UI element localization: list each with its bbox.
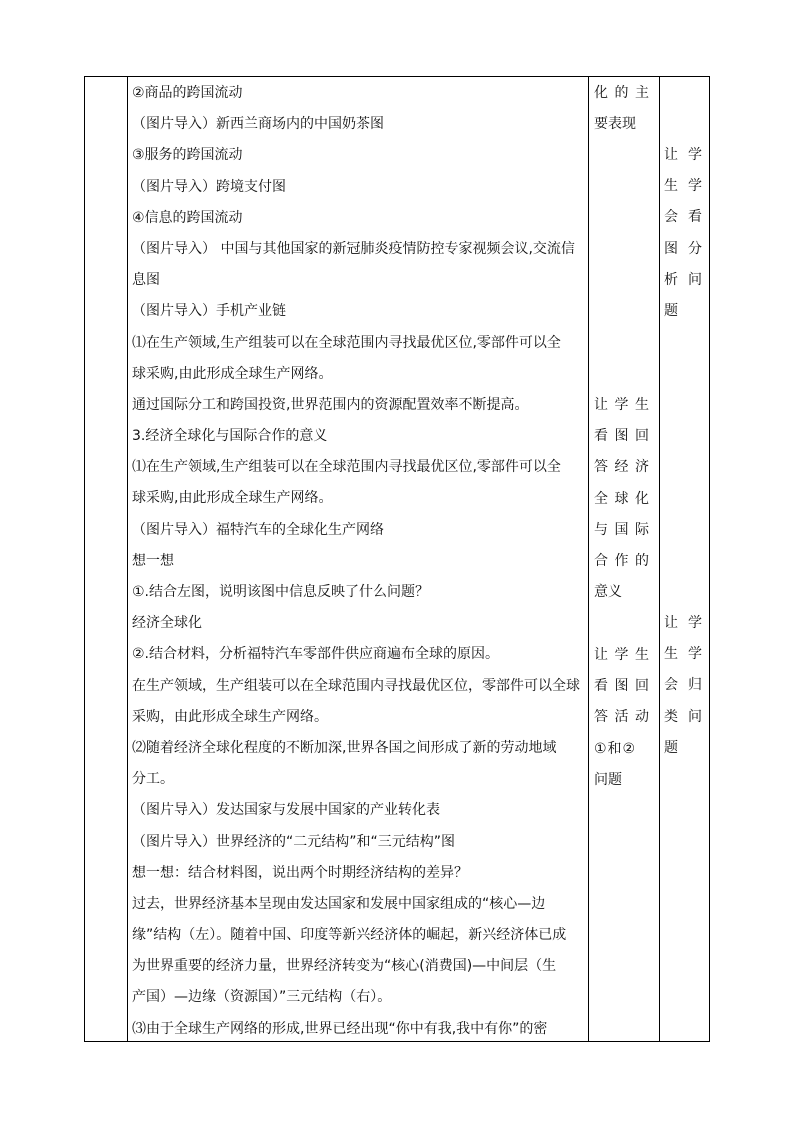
content-line: ⑵随着经济全球化程度的不断加深,世界各国之间形成了新的劳动地域: [132, 739, 557, 756]
intent-line: 题: [664, 739, 678, 756]
column-divider: [127, 77, 128, 1041]
content-line: 缘”结构（左）。随着中国、印度等新兴经济体的崛起，新兴经济体已成: [132, 927, 567, 944]
column-divider: [659, 77, 660, 1041]
intent-line: 图 分: [664, 240, 702, 257]
intent-line: 会 归: [664, 677, 702, 694]
content-line: ③服务的跨国流动: [132, 147, 243, 164]
answer-line: 在生产领域，生产组装可以在全球范围内寻找最优区位，零部件可以全球: [132, 677, 580, 694]
activity-line: 答经济: [594, 459, 649, 476]
activity-line: 问题: [594, 771, 622, 788]
content-line: ⑴在生产领域,生产组装可以在全球范围内寻找最优区位,零部件可以全: [132, 334, 561, 351]
intent-line: 类 问: [664, 708, 702, 725]
student-activity-block-2: [594, 390, 649, 608]
activity-line: 答活动: [594, 709, 649, 726]
activity-line: 化的主: [594, 85, 649, 101]
answer-line: 经济全球化: [132, 615, 202, 632]
intent-line: 让 学: [664, 615, 702, 631]
section-heading: 3.经济全球化与国际合作的意义: [132, 428, 328, 445]
content-line: 想一想: [132, 552, 174, 569]
content-line: ⑴在生产领域,生产组装可以在全球范围内寻找最优区位,零部件可以全: [132, 459, 561, 476]
content-line: （图片导入）手机产业链: [132, 303, 286, 320]
content-line: （图片导入）世界经济的“二元结构”和“三元结构”图: [132, 833, 456, 850]
activity-line: 与国际: [594, 521, 649, 538]
content-line: 为世界重要的经济力量，世界经济转变为“核心(消费国)—中间层（生: [132, 958, 557, 975]
question-line: ①.结合左图，说明该图中信息反映了什么问题？: [132, 584, 429, 600]
column-divider: [588, 77, 589, 1041]
activity-line: 让学生: [594, 397, 649, 413]
content-line: （图片导入）福特汽车的全球化生产网络: [132, 521, 384, 538]
content-line: （图片导入）新西兰商场内的中国奶茶图: [132, 116, 384, 133]
content-line: （图片导入） 中国与其他国家的新冠肺炎疫情防控专家视频会议,交流信: [132, 240, 575, 257]
intent-line: 题: [664, 302, 678, 319]
activity-line: 合作的: [594, 552, 649, 569]
question-line: ②.结合材料，分析福特汽车零部件供应商遍布全球的原因。: [132, 646, 499, 663]
content-line: ⑶由于全球生产网络的形成,世界已经出现“你中有我,我中有你”的密: [132, 1020, 548, 1037]
content-line: （图片导入）跨境支付图: [132, 178, 286, 195]
activity-line: 看图回: [594, 678, 649, 695]
answer-line: 采购，由此形成全球生产网络。: [132, 708, 328, 725]
student-activity-block-3: [594, 640, 649, 796]
intent-line: 会 看: [664, 209, 702, 226]
activity-line: ①和②: [594, 740, 637, 757]
intent-line: 让 学: [664, 147, 702, 163]
content-line: 过去，世界经济基本呈现由发达国家和发展中国家组成的“核心—边: [132, 895, 546, 912]
content-line: 通过国际分工和跨国投资,世界范围内的资源配置效率不断提高。: [132, 396, 529, 413]
intent-line: 生 学: [664, 178, 702, 195]
teaching-content-column: [132, 78, 584, 1045]
activity-line: 全球化: [594, 490, 649, 507]
student-activity-block-1: [594, 78, 649, 140]
question-line: 想一想：结合材料图，说出两个时期经济结构的差异？: [132, 864, 468, 881]
activity-line: 意义: [594, 584, 622, 601]
activity-line: 要表现: [594, 116, 636, 133]
content-line: 息图: [132, 272, 160, 289]
content-line: 产国）—边缘（资源国）”三元结构（右）。: [132, 989, 392, 1006]
content-line: （图片导入）发达国家与发展中国家的产业转化表: [132, 802, 440, 819]
intent-line: 生 学: [664, 646, 702, 663]
content-line: ②商品的跨国流动: [132, 85, 243, 101]
design-intent-block-2: [664, 608, 702, 764]
activity-line: 看图回: [594, 428, 649, 445]
intent-line: 析 问: [664, 271, 702, 288]
content-line: 球采购,由此形成全球生产网络。: [132, 490, 333, 507]
content-line: 球采购,由此形成全球生产网络。: [132, 365, 333, 382]
content-line: 分工。: [132, 771, 174, 788]
activity-line: 让学生: [594, 647, 649, 663]
content-line: ④信息的跨国流动: [132, 209, 243, 226]
design-intent-block-1: [664, 140, 702, 327]
